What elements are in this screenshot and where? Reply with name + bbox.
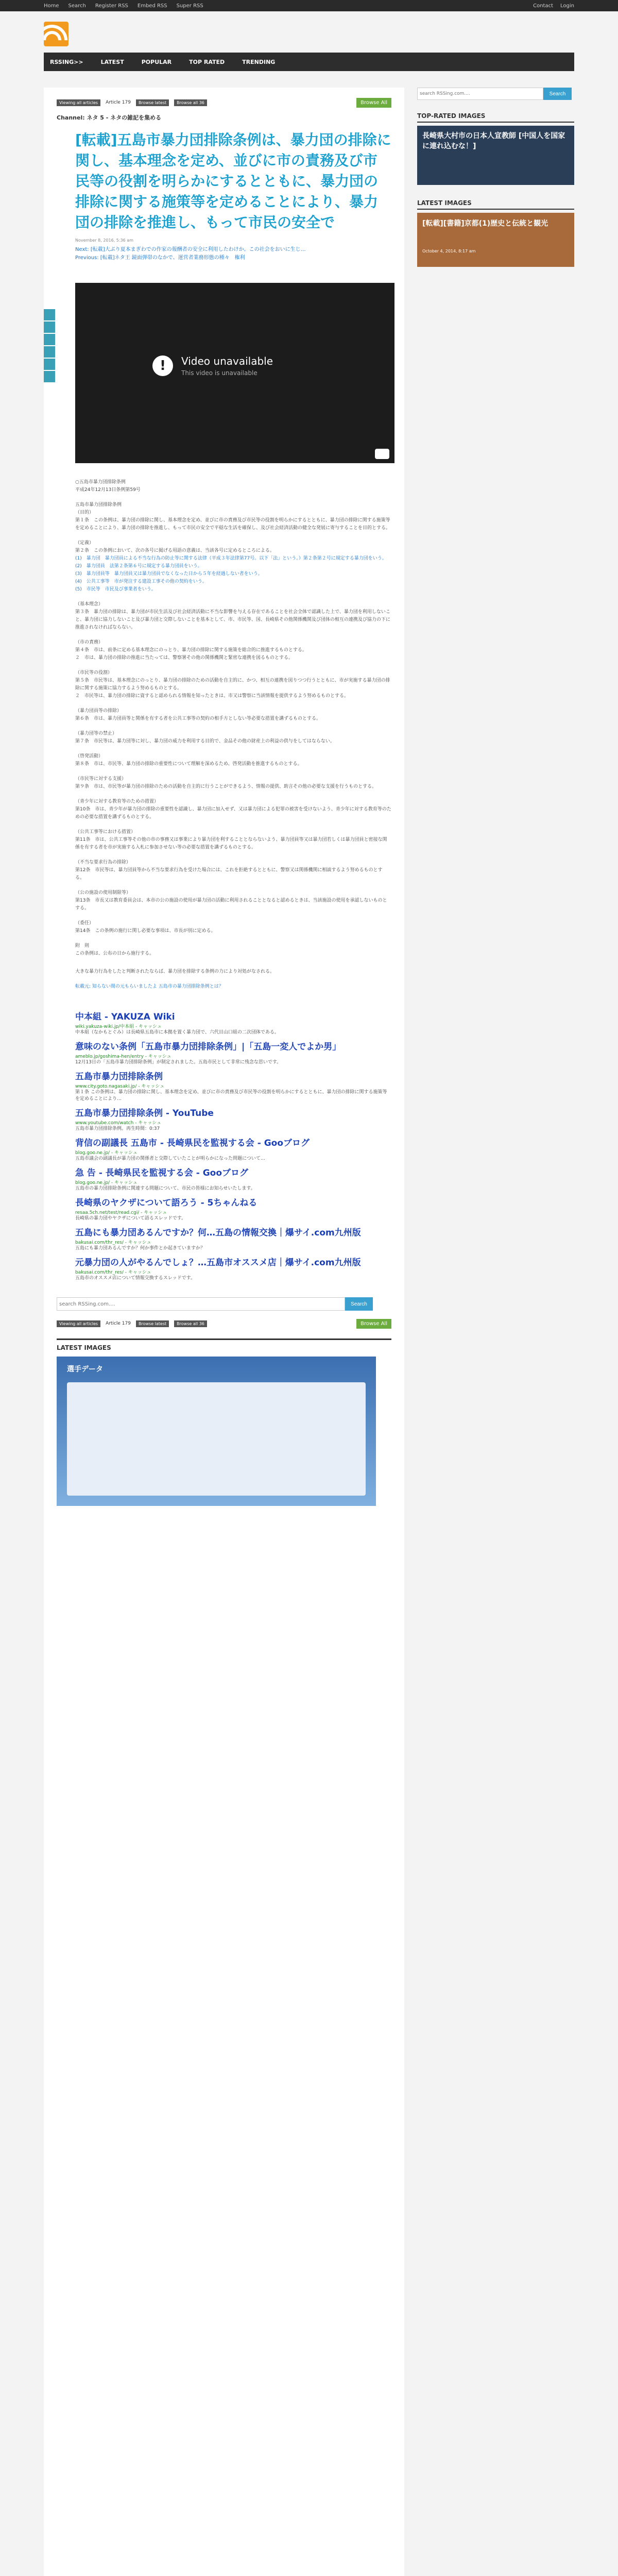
result-title[interactable]: 五島市暴力団排除条例 [75, 1072, 163, 1082]
result-url[interactable]: bakusai.com/thr_res/ - キャッシュ [75, 1270, 151, 1275]
result-item [75, 1197, 391, 1222]
body-line [75, 821, 391, 828]
body-line: (4) 公共工事等 市が発注する建設工事その他の契約をいう。 [75, 579, 207, 584]
share-more-icon[interactable] [44, 359, 55, 370]
topbar-super[interactable]: Super RSS [176, 3, 203, 9]
body-line: 五島市暴力団排除条例 [75, 502, 122, 507]
article-subbar-bottom [57, 1319, 391, 1328]
body-line: （目的） [75, 510, 94, 515]
result-url[interactable]: bakusai.com/thr_res/ - キャッシュ [75, 1240, 151, 1245]
body-line [75, 935, 391, 942]
result-url[interactable]: www.youtube.com/watch - キャッシュ [75, 1121, 162, 1126]
body-line: 附 則 [75, 943, 90, 948]
sidebar [417, 88, 574, 267]
body-line [75, 912, 391, 920]
body-line [75, 768, 391, 775]
body-line [75, 632, 391, 639]
body-line: 第４条 市は、前条に定める基本理念にのっとり、暴力団の排除に関する施策を総合的に推進するものとする。 [75, 648, 307, 653]
top-rated-image[interactable] [417, 126, 574, 185]
article-date: November 8, 2016, 5:36 am [75, 238, 133, 243]
closing-link[interactable]: 転載元: 知らない間の元もらいましたよ 五島市の暴力団排除条例とは？ [75, 984, 224, 989]
body-line: 第６条 市は、暴力団員等と関係を有する者を公共工事等の契約の相手方としない等必要な措置を講ずるものとする。 [75, 716, 321, 721]
nav-top-rated[interactable]: TOP RATED [189, 58, 225, 65]
video-error-title: Video unavailable [181, 355, 273, 367]
top-rated-heading: TOP-RATED IMAGES [417, 112, 574, 123]
body-line: （市民等の役割） [75, 670, 113, 675]
share-print-icon[interactable] [44, 371, 55, 382]
body-line: 第13条 市長又は教育委員会は、本市の公の施設の使用が暴力団の活動に利用されることとなると認めるときは、当該施設の使用を承認しないものとする。 [75, 898, 387, 911]
body-line: 第１条 この条例は、暴力団の排除に関し、基本理念を定め、並びに市の責務及び市民等の役割を明らかにするとともに、暴力団の排除に関する施策等を定めることにより、暴力団の排除を推進し、もって市民の安全で平穏な生活を確保し、及び社会経済活動の健全な発展に寄与することを目的とする。 [75, 518, 391, 531]
body-line [75, 700, 391, 707]
result-title[interactable]: 意味のない条例「五島市暴力団排除条例」|「五島一変人でよか男」 [75, 1042, 341, 1052]
topbar-search[interactable]: Search [68, 3, 86, 9]
bottom-search [57, 1297, 391, 1311]
closing-text: 大きな暴力行為をしたと判断されたならば、暴力団を排除する条例の力により対処がなされる。 [75, 969, 275, 974]
result-url[interactable]: wiki.yakuza-wiki.jp/中本組 - キャッシュ [75, 1024, 162, 1029]
browse-latest-bottom[interactable]: Browse latest [136, 1320, 169, 1327]
topbar-contact[interactable]: Contact [533, 3, 554, 9]
body-line: 第12条 市民等は、暴力団員等から不当な要求行為を受けた場合には、これを拒絶するとともに、警察又は関係機関に相談するよう努めるものとする。 [75, 868, 383, 880]
result-desc: 中本組（なかもとぐみ）は長崎県五島市に本拠を置く暴力団で、六代目山口組の二次団体である。 [75, 1030, 279, 1035]
result-desc: 五島にも暴力団あるんですか？何か事件とか起きていますか？ [75, 1246, 205, 1251]
body-line [75, 745, 391, 753]
body-line [75, 532, 391, 539]
result-item [75, 1108, 391, 1132]
article-number: Article 179 [106, 100, 131, 105]
latest-heading: LATEST IMAGES [417, 199, 574, 210]
body-line: （委任） [75, 921, 94, 926]
sidebar-search-button[interactable]: Search [543, 88, 572, 100]
body-line: （市の責務） [75, 640, 104, 645]
channel-title[interactable]: Channel: ネタ 5 - ネタの雑記を集める [57, 114, 162, 121]
result-url[interactable]: resaa.5ch.net/test/read.cgi/ - キャッシュ [75, 1210, 167, 1215]
body-line [75, 791, 391, 798]
result-url[interactable]: www.city.goto.nagasaki.jp/ - キャッシュ [75, 1084, 165, 1089]
result-title[interactable]: 背信の副議長 五島市 - 長崎県民を監視する会 - Gooブログ [75, 1138, 310, 1148]
result-desc: 12月13日の「五島市暴力団排除条例」が制定されました。五島市民として非常に残念な思いです。 [75, 1060, 282, 1065]
game-label: 選手データ [67, 1365, 103, 1374]
result-desc: 五島市議会の副議長が暴力団の関係者と交際していたことが明らかになった問題について… [75, 1156, 265, 1161]
nav-trending[interactable]: TRENDING [242, 58, 276, 65]
body-line [75, 594, 391, 601]
browse-all-bottom[interactable]: Browse all 36 [174, 1320, 207, 1327]
body-line: ○五島市暴力団排除条例 [75, 480, 126, 485]
result-item [75, 1071, 391, 1103]
body-line: ２ 市は、暴力団の排除の推進に当たっては、警察署その他の関係機関と緊密な連携を図るものとする。 [75, 655, 294, 660]
viewing-select[interactable]: Viewing all articles [57, 99, 100, 106]
result-item [75, 1227, 391, 1252]
next-link[interactable]: Next: [転載]大ぶり夏本まぎわでの作家の報酬者の安全に利用したわけか。この社会をおいに生じ… [75, 247, 306, 252]
body-line: 第２条 この条例において、次の各号に掲げる用語の意義は、当該各号に定めるところによる。 [75, 548, 274, 553]
result-url[interactable]: blog.goo.ne.jp/ - キャッシュ [75, 1180, 138, 1185]
result-item [75, 1257, 391, 1282]
topbar-register[interactable]: Register RSS [95, 3, 128, 9]
nav-latest[interactable]: LATEST [100, 58, 124, 65]
result-title[interactable]: 元暴力団の人がやるんでしょ？…五島市オススメ店｜爆サイ.com九州版 [75, 1258, 361, 1268]
body-line [75, 662, 391, 669]
share-facebook-icon[interactable] [44, 309, 55, 320]
video-player[interactable] [75, 283, 394, 463]
result-desc: 第１条 この条例は、暴力団の排除に関し、基本理念を定め、並びに市の責務及び市民等の役割を明らかにするとともに、暴力団の排除に関する施策等を定めることにより… [75, 1090, 387, 1101]
body-line: (1) 暴力団 暴力団員による不当な行為の防止等に関する法律（平成３年法律第77号。以下「法」という。）第２条第２号に規定する暴力団をいう。 [75, 556, 387, 561]
result-item [75, 1167, 391, 1192]
latest-image[interactable] [417, 213, 574, 267]
body-line [75, 494, 391, 501]
youtube-icon[interactable] [375, 449, 389, 459]
body-line: 平成24年12月13日条例第59号 [75, 487, 141, 493]
body-line: （青少年に対する教育等のための措置） [75, 799, 159, 804]
body-line: 第10条 市は、青少年が暴力団の排除の重要性を認識し、暴力団に加入せず、又は暴力団による犯罪の被害を受けないよう、青少年に対する教育等のための必要な措置を講ずるものとする。 [75, 807, 391, 820]
previous-link[interactable]: Previous: [転載]ネタ王 鏡面弾帯のなかで、運営者業務形態の種々 権利 [75, 255, 245, 261]
video-error-sub: This video is unavailable [181, 369, 258, 377]
article-subbar [57, 98, 391, 107]
article-title[interactable]: [転載]五島市暴力団排除条例は、暴力団の排除に関し、基本理念を定め、並びに市の責務及び市民等の役割を明らかにするとともに、暴力団の排除に関する施策等を定めることにより、暴力団の排除を推進し、もって市民の安全で [75, 131, 391, 231]
latest-image-game[interactable] [57, 1357, 376, 1506]
body-line: （公の施設の使用制限等） [75, 890, 131, 895]
body-line: (3) 暴力団員等 暴力団員又は暴力団員でなくなった日から５年を経過しない者をいう。 [75, 571, 263, 577]
body-line: 第14条 この条例の施行に関し必要な事項は、市長が別に定める。 [75, 928, 216, 934]
body-line: （暴力団員等の排除） [75, 708, 122, 714]
body-line [75, 723, 391, 730]
topbar-home[interactable]: Home [44, 3, 59, 9]
search-results [75, 1011, 391, 1282]
latest-images-heading: LATEST IMAGES [57, 1338, 391, 1351]
rss-logo-icon[interactable] [44, 22, 68, 46]
result-title[interactable]: 長崎県のヤクザについて語ろう - 5ちゃんねる [75, 1198, 258, 1208]
result-desc: 五島市の暴力団排除条例に関連する問題について、市民の皆様にお知らせいたします。 [75, 1186, 255, 1191]
body-line: ２ 市民等は、暴力団の排除に資すると認められる情報を知ったときは、市又は警察に当該情報を提供するよう努めるものとする。 [75, 693, 349, 699]
body-line: 第５条 市民等は、基本理念にのっとり、暴力団の排除のための活動を自主的に、かつ、相互の連携を図りつつ行うとともに、市が実施する暴力団の排除に関する施策に協力するよう努めるものとする。 [75, 678, 390, 691]
body-line: （不当な要求行為の排除） [75, 860, 131, 865]
result-item [75, 1041, 391, 1066]
nav-rssing[interactable]: RSSING>> [50, 58, 83, 65]
main-nav [44, 53, 574, 71]
top-rated-caption: 長崎県大村市の日本人宣教師 [中国人を国家に連れ込むな！] [422, 132, 565, 150]
body-line: （定義） [75, 540, 94, 546]
alert-icon: ! [152, 355, 173, 376]
result-desc: 五島市暴力団排除条例。再生時間：0:37 [75, 1126, 160, 1131]
browse-latest-button[interactable]: Browse latest [136, 99, 169, 106]
result-item [75, 1011, 391, 1036]
body-line: この条例は、公布の日から施行する。 [75, 951, 154, 956]
result-desc: 長崎県の暴力団やヤクザについて語るスレッドです。 [75, 1216, 186, 1221]
body-line: 第11条 市は、公共工事等その他の市の事務又は事業により暴力団を利することとならないよう、暴力団員等又は暴力団若しくは暴力団員と密接な関係を有する者を市が実施する入札に参加させない等の必要な措置を講ずるものとする。 [75, 837, 387, 850]
bottom-search-button[interactable]: Search [345, 1297, 373, 1311]
body-line: （市民等に対する支援） [75, 776, 127, 782]
top-bar [0, 0, 618, 11]
body-line: （基本理念） [75, 602, 104, 607]
share-email-icon[interactable] [44, 346, 55, 358]
topbar-login[interactable]: Login [560, 3, 574, 9]
body-line [75, 852, 391, 859]
body-line: (5) 市民等 市民及び事業者をいう。 [75, 587, 156, 592]
sidebar-search [417, 88, 574, 100]
result-desc: 五島市のオススメ店について情報交換するスレッドです。 [75, 1276, 195, 1281]
body-line: 第９条 市は、市民等が暴力団の排除のための活動を自主的に行うことができるよう、情報の提供、助言その他の必要な支援を行うものとする。 [75, 784, 377, 789]
body-line: （啓発活動） [75, 754, 104, 759]
browse-all-green-button[interactable]: Browse All [356, 98, 391, 108]
body-line [75, 882, 391, 889]
share-bar [44, 309, 55, 383]
bottom-search-input[interactable] [57, 1297, 345, 1311]
result-url[interactable]: blog.goo.ne.jp/ - キャッシュ [75, 1150, 138, 1156]
body-line: （公共工事等における措置） [75, 829, 136, 835]
result-title[interactable]: 五島市暴力団排除条例 - YouTube [75, 1108, 214, 1118]
result-url[interactable]: ameblo.jp/goshima-hen/entry - キャッシュ [75, 1054, 171, 1059]
result-item [75, 1138, 391, 1162]
result-title[interactable]: 五島にも暴力団あるんですか？何…五島の情報交換｜爆サイ.com九州版 [75, 1228, 361, 1238]
share-twitter-icon[interactable] [44, 321, 55, 333]
body-line: 第８条 市は、市民等、暴力団の排除の重要性について理解を深めるため、啓発活動を推進するものとする。 [75, 761, 302, 767]
article-number-bottom: Article 179 [106, 1321, 131, 1326]
viewing-select-bottom[interactable]: Viewing all articles [57, 1320, 100, 1327]
latest-meta: October 4, 2014, 8:17 am [422, 249, 476, 253]
body-line: (2) 暴力団員 法第２条第６号に規定する暴力団員をいう。 [75, 564, 202, 569]
result-title[interactable]: 急 告 - 長崎県民を監視する会 - Gooブログ [75, 1168, 249, 1178]
sidebar-search-input[interactable] [417, 88, 543, 100]
nav-popular[interactable]: POPULAR [141, 58, 172, 65]
result-title[interactable]: 中本組 - YAKUZA Wiki [75, 1012, 175, 1022]
browse-all-button[interactable]: Browse all 36 [174, 99, 207, 106]
body-line: 第７条 市民等は、暴力団等に対し、暴力団の威力を利用する目的で、金品その他の財産上の利益の供与をしてはならない。 [75, 739, 335, 744]
topbar-embed[interactable]: Embed RSS [137, 3, 167, 9]
body-line: 第３条 暴力団の排除は、暴力団が市民生活及び社会経済活動に不当な影響を与える存在であることを社会全体で認識した上で、暴力団を利用しないこと、暴力団に協力しないこと及び暴力団と交際しないことを基本として、市、市民等、国、長崎県その他関係機関及び団体の相互の連携及び協力の下に推進されなければならない。 [75, 609, 390, 630]
article-body [75, 479, 391, 958]
browse-all-green-bottom[interactable]: Browse All [356, 1319, 391, 1329]
latest-caption: [転載][書籍]京都(1)歴史と伝統と観光 [422, 219, 548, 228]
body-line: （暴力団等の禁止） [75, 731, 117, 736]
article [44, 88, 404, 2576]
share-google-icon[interactable] [44, 334, 55, 345]
